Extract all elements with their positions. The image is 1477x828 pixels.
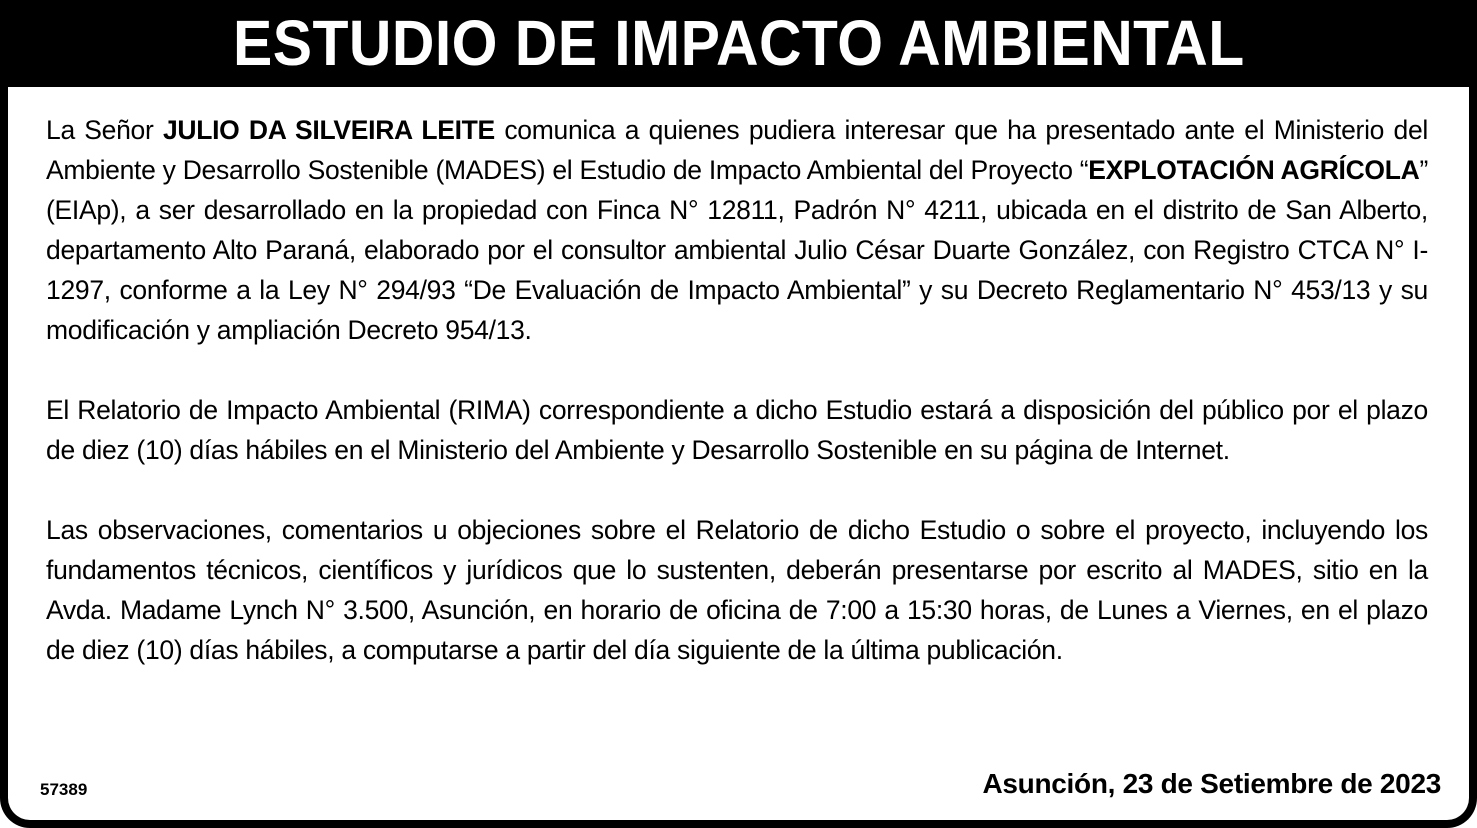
notice-title: ESTUDIO DE IMPACTO AMBIENTAL [232, 6, 1245, 79]
header-bar [0, 0, 1477, 87]
paragraph-intro: La Señor [46, 115, 163, 145]
proponent-name: JULIO DA SILVEIRA LEITE [162, 115, 495, 145]
paragraph-text-a: comunica a quienes pudiera interesar que ha presentado ante el Ministerio del Ambiente y Desarrollo Sostenible (MADES) el Estudio de Impacto Ambiental del Proyecto “ [46, 115, 1428, 185]
paragraph-rima: El Relatorio de Impacto Ambiental (RIMA) correspondiente a dicho Estudio estará a disposición del público por el plazo de diez (10) días hábiles en el Ministerio del Ambiente y Desarrollo Sostenible en su página de Internet. [46, 395, 1428, 465]
notice-body [46, 110, 1428, 670]
paragraph-observations: Las observaciones, comentarios u objeciones sobre el Relatorio de dicho Estudio o sobre el proyecto, incluyendo los fundamentos técnicos, científicos y jurídicos que lo sustenten, deberán presentarse por escrito al MADES, sitio en la Avda. Madame Lynch N° 3.500, Asunción, en horario de oficina de 7:00 a 15:30 horas, de Lunes a Viernes, en el plazo de diez (10) días hábiles, a computarse a partir del día siguiente de la última publicación. [46, 515, 1428, 665]
paragraph-text-b: ” (EIAp), a ser desarrollado en la propiedad con Finca N° 12811, Padrón N° 4211, ubicada en el distrito de San Alberto, departamento Alto Paraná, elaborado por el consultor ambiental Julio César Duarte González, con Registro CTCA N° I-1297, conforme a la Ley N° 294/93 “De Evaluación de Impacto Ambiental” y su Decreto Reglamentario N° 453/13 y su modificación y ampliación Decreto 954/13. [46, 155, 1428, 345]
reference-number: 57389 [40, 780, 88, 799]
paragraph-announcement [46, 110, 1428, 350]
project-name: EXPLOTACIÓN AGRÍCOLA [1088, 155, 1420, 185]
place-date: Asunción, 23 de Setiembre de 2023 [982, 768, 1441, 799]
